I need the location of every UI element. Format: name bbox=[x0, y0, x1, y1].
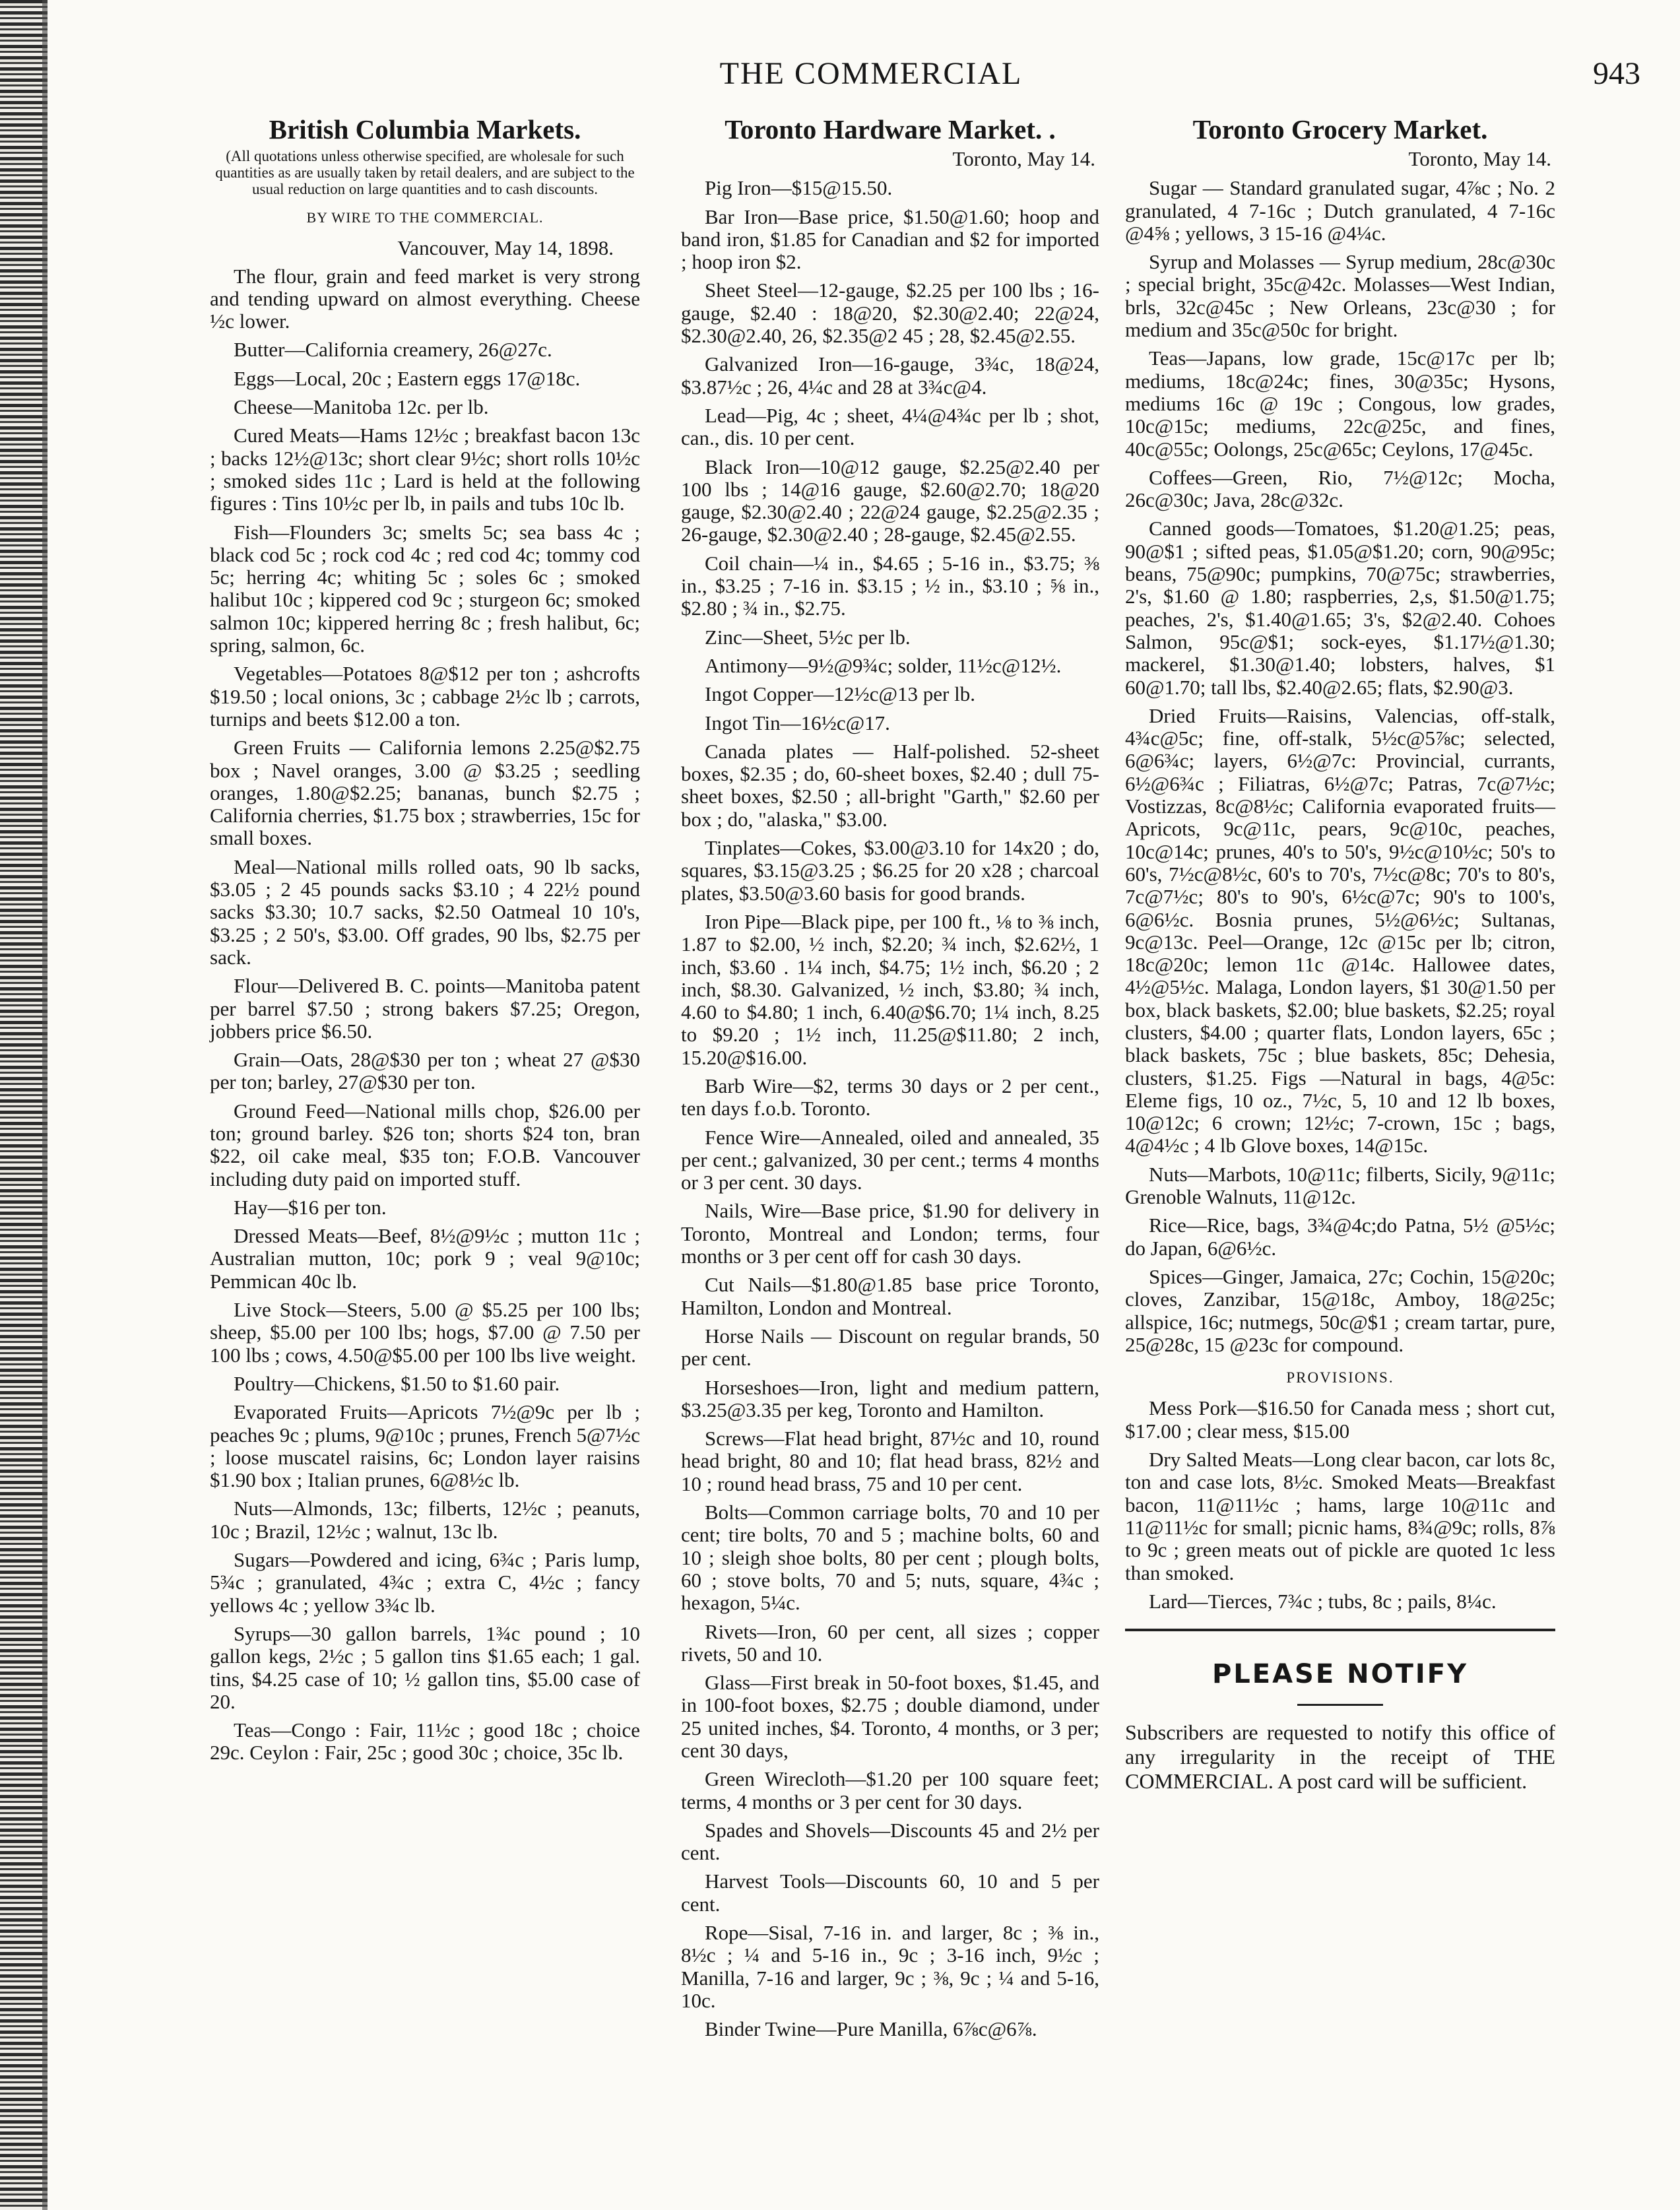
market-paragraph: Vegetables—Potatoes 8@$12 per ton ; ashcrofts $19.50 ; local onions, 3c ; cabbage 2½c lb ; carrots, turnips and beets $12.00 a ton. bbox=[210, 662, 640, 731]
market-paragraphs bbox=[1125, 177, 1555, 1356]
market-paragraph: Coffees—Green, Rio, 7½@12c; Mocha, 26c@30c; Java, 28c@32c. bbox=[1125, 465, 1555, 512]
market-paragraph: Teas—Congo : Fair, 11½c ; good 18c ; choice 29c. Ceylon : Fair, 25c ; good 30c ; choice, 35c lb. bbox=[210, 1718, 640, 1765]
market-paragraph: Cut Nails—$1.80@1.85 base price Toronto, Hamilton, London and Montreal. bbox=[681, 1273, 1099, 1319]
market-paragraph: Cured Meats—Hams 12½c ; breakfast bacon 13c ; backs 12½@13c; short clear 9½c; short rolls 10½c ; smoked sides 11c ; Lard is held at the following figures : Tins 10½c per lb, in pails and tubs 10c lb. bbox=[210, 424, 640, 515]
market-paragraph: Nails, Wire—Base price, $1.90 for delivery in Toronto, Montreal and London; terms, four months or 3 per cent off for cash 30 days. bbox=[681, 1199, 1099, 1268]
page-number: 943 bbox=[1593, 56, 1640, 91]
market-paragraph: Ground Feed—National mills chop, $26.00 per ton; ground barley. $26 ton; shorts $24 ton, bran $22, oil cake meal, $35 ton; F.O.B. Vancouver including duty paid on imported stuff. bbox=[210, 1099, 640, 1190]
divider bbox=[1125, 1629, 1555, 1631]
market-paragraph: Green Fruits — California lemons 2.25@$2.75 box ; Navel oranges, 3.00 @ $3.25 ; seedling oranges, 1.80@$2.25; bananas, bunch $2.75 ; California cherries, $1.75 box ; strawberries, 15c for small boxes. bbox=[210, 736, 640, 850]
market-paragraph: Bar Iron—Base price, $1.50@1.60; hoop and band iron, $1.85 for Canadian and $2 for imported ; hoop iron $2. bbox=[681, 205, 1099, 274]
market-paragraph: Dry Salted Meats—Long clear bacon, car lots 8c, ton and case lots, 8½c. Smoked Meats—Breakfast bacon, 11@11½c ; hams, large 10@11c and 11@11½c for small; picnic hams, 8¾@9c; rolls, 8⅞ to 9c ; green meats out of pickle are quoted 1c less than smoked. bbox=[1125, 1448, 1555, 1584]
market-paragraph: Lard—Tierces, 7¾c ; tubs, 8c ; pails, 8¼c. bbox=[1149, 1589, 1497, 1613]
market-paragraph: Pig Iron—$15@15.50. bbox=[705, 176, 893, 200]
market-paragraph: Evaporated Fruits—Apricots 7½@9c per lb ; peaches 9c ; plums, 9@10c ; prunes, French 5@7½c ; loose muscatel raisins, 6c; London layer raisins $1.90 box ; Italian prunes, 6@8½c lb. bbox=[210, 1400, 640, 1492]
market-paragraph: Black Iron—10@12 gauge, $2.25@2.40 per 100 lbs ; 14@16 gauge, $2.60@2.70; 18@20 gauge, $2.30@2.40 ; 22@24 gauge, $2.25@2.35 ; 26-gauge, $2.30@2.40 ; 28-gauge, $2.45@2.55. bbox=[681, 455, 1099, 546]
market-paragraph: Rope—Sisal, 7-16 in. and larger, 8c ; ⅜ in., 8½c ; ¼ and 5-16 in., 9c ; 3-16 inch, 9½c ; Manilla, 7-16 and larger, 9c ; ⅜, 9c ; ¼ and 5-16, 10c. bbox=[681, 1921, 1099, 2012]
market-paragraph: Spices—Ginger, Jamaica, 27c; Cochin, 15@20c; cloves, Zanzibar, 15@18c, Amboy, 18@25c; allspice, 16c; nutmegs, 50c@$1 ; cream tartar, pure, 25@28c, 15 @23c for compound. bbox=[1125, 1264, 1555, 1356]
market-paragraph: Binder Twine—Pure Manilla, 6⅞c@6⅞. bbox=[705, 2017, 1037, 2041]
provisions-paragraphs bbox=[1125, 1397, 1555, 1613]
dateline: Toronto, May 14. bbox=[952, 147, 1095, 170]
market-paragraph: Canned goods—Tomatoes, $1.20@1.25; peas, 90@$1 ; sifted peas, $1.05@$1.20; corn, 90@95c; beans, 75@90c; pumpkins, 70@75c; strawberries, 2's, $1.60 @ 1.80; raspberries, 2,s, $1.50@1.75; peaches, 2's, $1.40@1.65; 3's, $2@2.40. Cohoes Salmon, 95c@$1; sock-eyes, $1.17½@1.30; mackerel, $1.30@1.40; lobsters, halves, $1 60@1.70; tall lbs, $2.40@2.65; flats, $2.90@3. bbox=[1125, 517, 1555, 699]
binding-edge bbox=[0, 0, 48, 2210]
market-paragraph: Fence Wire—Annealed, oiled and annealed, 35 per cent.; galvanized, 30 per cent.; terms 4 months or 3 per cent. 30 days. bbox=[681, 1125, 1099, 1194]
section-heading: Toronto Grocery Market. bbox=[1192, 114, 1488, 145]
column-british-columbia-markets bbox=[210, 114, 640, 1771]
market-paragraph: Hay—$16 per ton. bbox=[234, 1195, 387, 1219]
market-paragraph: Canada plates — Half-polished. 52-sheet boxes, $2.35 ; do, 60-sheet boxes, $2.40 ; dull 75-sheet boxes, $2.50 ; all-bright "Garth," $2.60 per box ; do, "alaska," $3.00. bbox=[681, 739, 1099, 831]
column-toronto-hardware-market bbox=[681, 114, 1099, 2047]
market-paragraph: Syrups—30 gallon barrels, 1¾c pound ; 10 gallon kegs, 2½c ; 5 gallon tins $1.65 each; 1 gal. tins, $4.25 case of 10; ½ gallon tins, $5.00 case of 20. bbox=[210, 1621, 640, 1713]
market-paragraph: Ingot Tin—16½c@17. bbox=[705, 711, 890, 734]
market-paragraph: Cheese—Manitoba 12c. per lb. bbox=[234, 395, 489, 419]
notify-text: Subscribers are requested to notify this office of any irregularity in the receipt of THE COMMERCIAL. A post card will be sufficient. bbox=[1125, 1720, 1555, 1794]
market-paragraph: Nuts—Marbots, 10@11c; filberts, Sicily, 9@11c; Grenoble Walnuts, 11@12c. bbox=[1125, 1162, 1555, 1209]
section-heading: British Columbia Markets. bbox=[269, 114, 581, 145]
market-paragraph: Horseshoes—Iron, light and medium pattern, $3.25@3.35 per keg, Toronto and Hamilton. bbox=[681, 1375, 1099, 1421]
market-paragraph: Live Stock—Steers, 5.00 @ $5.25 per 100 lbs; sheep, $5.00 per 100 lbs; hogs, $7.00 @ 7.50 per 100 lbs ; cows, 4.50@$5.00 per 100 lbs live weight. bbox=[210, 1298, 640, 1367]
market-paragraph: Iron Pipe—Black pipe, per 100 ft., ⅛ to ⅜ inch, 1.87 to $2.00, ½ inch, $2.20; ¾ inch, $2.62½, 1 inch, $3.60 . 1¼ inch, $4.75; 1½ inch, $6.20 ; 2 inch, $8.30. Galvanized, ½ inch, $3.80; ¾ inch, 4.60 to $4.80; 1 inch, 6.40@$6.70; 1¼ inch, 8.25 to $9.20 ; 1½ inch, 11.25@$11.80; 2 inch, 15.20@$16.00. bbox=[681, 909, 1099, 1069]
quotation-note: (All quotations unless otherwise specified, are wholesale for such quantities as are usually taken by retail dealers, and are subject to the usual reduction on large quantities and to cash discounts. bbox=[215, 148, 635, 197]
market-paragraph: Bolts—Common carriage bolts, 70 and 10 per cent; tire bolts, 70 and 5 ; machine bolts, 60 and 10 ; sleigh shoe bolts, 80 per cent ; plough bolts, 60 ; stove bolts, 70 and 5; nuts, square, 4¾c ; hexagon, 5¼c. bbox=[681, 1501, 1099, 1615]
short-divider bbox=[1297, 1704, 1383, 1706]
market-paragraphs bbox=[681, 177, 1099, 2040]
market-paragraph: Butter—California creamery, 26@27c. bbox=[234, 338, 552, 362]
section-heading: Toronto Hardware Market. . bbox=[725, 114, 1056, 145]
market-paragraph: Syrup and Molasses — Syrup medium, 28c@30c ; special bright, 35c@42c. Molasses—West Indian, brls, 32c@45c ; New Orleans, 23c@30 ; for medium and 35c@50c for bright. bbox=[1125, 250, 1555, 342]
market-paragraph: The flour, grain and feed market is very strong and tending upward on almost everything. Cheese ½c lower. bbox=[210, 264, 640, 333]
market-paragraph: Horse Nails — Discount on regular brands, 50 per cent. bbox=[681, 1324, 1099, 1371]
market-paragraph: Coil chain—¼ in., $4.65 ; 5-16 in., $3.75; ⅜ in., $3.25 ; 7-16 in. $3.15 ; ½ in., $3.10 ; ⅝ in., $2.80 ; ¾ in., $2.75. bbox=[681, 551, 1099, 620]
market-paragraph: Ingot Copper—12½c@13 per lb. bbox=[705, 682, 975, 706]
market-paragraph: Sheet Steel—12-gauge, $2.25 per 100 lbs ; 16-gauge, $2.40 : 18@20, $2.30@2.40; 22@24, $2.30@2.40, 26, $2.35@2 45 ; 28, $2.45@2.55. bbox=[681, 278, 1099, 348]
market-paragraph: Meal—National mills rolled oats, 90 lb sacks, $3.05 ; 2 45 pounds sacks $3.10 ; 4 22½ pound sacks $3.30; 10.7 sacks, $2.50 Oatmeal 10 10's, $3.25 ; 2 50's, $3.00. Off grades, 90 lbs, $2.75 per sack. bbox=[210, 855, 640, 969]
market-paragraph: Barb Wire—$2, terms 30 days or 2 per cent., ten days f.o.b. Toronto. bbox=[681, 1074, 1099, 1121]
market-paragraph: Rice—Rice, bags, 3¾@4c;do Patna, 5½ @5½c; do Japan, 6@6½c. bbox=[1125, 1214, 1555, 1260]
market-paragraph: Antimony—9½@9¾c; solder, 11½c@12½. bbox=[705, 653, 1062, 677]
market-paragraph: Galvanized Iron—16-gauge, 3¾c, 18@24, $3.87½c ; 26, 4¼c and 28 at 3¾c@4. bbox=[681, 352, 1099, 399]
market-paragraph: Eggs—Local, 20c ; Eastern eggs 17@18c. bbox=[234, 366, 581, 390]
market-paragraph: Dried Fruits—Raisins, Valencias, off-stalk, 4¾c@5c; fine, off-stalk, 5½c@5⅞c; selected, 6@6¾c; layers, 6½@7c: Provincial, currants, 6½@6¾c ; Filiatras, 6½@7c; Patras, 7c@7½c; Vostizzas, 8c@8½c; California evaporated fruits—Apricots, 9c@11c, pears, 9c@10c, peaches, 10c@14c; prunes, 40's to 50's, 9½c@10½c; 50's to 60's, 7½c@8½c, 60's to 70's, 7½c@8c; 70's to 80's, 7c@7½c; 80's to 90's, 6½c@7c; 90's to 100's, 6@6½c. Bosnia prunes, 5½@6½c; Sultanas, 9c@13c. Peel—Orange, 12c @15c per lb; citron, 18c@20c; lemon 11c @14c. Hallowee dates, 4½@5½c. Malaga, London layers, $1 30@1.50 per box, black baskets, $2.00; blue baskets, $2.25; royal clusters, $4.00 ; quarter flats, London layers, 65c ; black baskets, 75c ; blue baskets, 85c; Dehesia, clusters, $1.25. Figs —Natural in bags, 4@5c: Eleme figs, 10 oz., 7½c, 5, 10 and 12 lb boxes, 10@12c; 6 crown; 12½c; 7-crown, 15c ; bags, 4@4½c ; 4 lb Glove boxes, 14@15c. bbox=[1125, 703, 1555, 1157]
market-paragraph: Nuts—Almonds, 13c; filberts, 12½c ; peanuts, 10c ; Brazil, 12½c ; walnut, 13c lb. bbox=[210, 1497, 640, 1543]
market-paragraph: Tinplates—Cokes, $3.00@3.10 for 14x20 ; do, squares, $3.15@3.25 ; $6.25 for 20 x28 ; charcoal plates, $3.50@3.60 basis for good brands. bbox=[681, 836, 1099, 905]
market-paragraph: Spades and Shovels—Discounts 45 and 2½ per cent. bbox=[681, 1818, 1099, 1865]
market-paragraphs bbox=[210, 265, 640, 1765]
market-paragraph: Zinc—Sheet, 5½c per lb. bbox=[705, 625, 911, 649]
market-paragraph: Mess Pork—$16.50 for Canada mess ; short cut, $17.00 ; clear mess, $15.00 bbox=[1125, 1396, 1555, 1443]
market-paragraph: Grain—Oats, 28@$30 per ton ; wheat 27 @$30 per ton; barley, 27@$30 per ton. bbox=[210, 1048, 640, 1094]
market-paragraph: Harvest Tools—Discounts 60, 10 and 5 per cent. bbox=[681, 1869, 1099, 1916]
page-title: THE COMMERCIAL bbox=[719, 56, 1023, 91]
market-paragraph: Flour—Delivered B. C. points—Manitoba patent per barrel $7.50 ; strong bakers $7.25; Oregon, jobbers price $6.50. bbox=[210, 974, 640, 1043]
market-paragraph: Fish—Flounders 3c; smelts 5c; sea bass 4c ; black cod 5c ; rock cod 4c ; red cod 4c; tommy cod 5c; herring 4c; whiting 5c ; soles 6c ; smoked halibut 10c ; kippered cod 9c ; sturgeon 6c; smoked salmon 10c; kippered herring 8c ; fresh halibut, 6c; spring, salmon, 6c. bbox=[210, 520, 640, 657]
column-toronto-grocery-market bbox=[1125, 114, 1555, 1794]
market-paragraph: Teas—Japans, low grade, 15c@17c per lb; mediums, 18c@24c; fines, 30@35c; Hysons, mediums 16c @ 19c ; Congous, low grades, 10c@15c; mediums, 22c@25c, and fines, 40c@55c; Oolongs, 25c@65c; Ceylons, 17@45c. bbox=[1125, 346, 1555, 461]
dateline: Toronto, May 14. bbox=[1408, 147, 1551, 170]
market-paragraph: Screws—Flat head bright, 87½c and 10, round head bright, 80 and 10; flat head brass, 82½ and 10 ; round head brass, 75 and 10 per cent. bbox=[681, 1427, 1099, 1495]
market-paragraph: Rivets—Iron, 60 per cent, all sizes ; copper rivets, 50 and 10. bbox=[681, 1619, 1099, 1666]
market-paragraph: Sugars—Powdered and icing, 6¾c ; Paris lump, 5¾c ; granulated, 4¾c ; extra C, 4½c ; fancy yellows 4c ; yellow 3¾c lb. bbox=[210, 1548, 640, 1617]
market-paragraph: Dressed Meats—Beef, 8½@9½c ; mutton 11c ; Australian mutton, 10c; pork 9 ; veal 9@10c; Pemmican 40c lb. bbox=[210, 1224, 640, 1293]
market-paragraph: Poultry—Chickens, $1.50 to $1.60 pair. bbox=[234, 1371, 560, 1395]
page-header bbox=[99, 55, 1643, 102]
market-paragraph: Glass—First break in 50-foot boxes, $1.45, and in 100-foot boxes, $2.75 ; double diamond, under 25 united inches, $4. Toronto, 4 months, or 3 per; cent 30 days, bbox=[681, 1671, 1099, 1762]
notify-heading: PLEASE NOTIFY bbox=[1212, 1659, 1469, 1690]
market-paragraph: Lead—Pig, 4c ; sheet, 4¼@4¾c per lb ; shot, can., dis. 10 per cent. bbox=[681, 403, 1099, 450]
dateline: Vancouver, May 14, 1898. bbox=[397, 236, 614, 260]
provisions-heading: PROVISIONS. bbox=[1286, 1369, 1394, 1386]
market-paragraph: Sugar — Standard granulated sugar, 4⅞c ; No. 2 granulated, 4 7-16c ; Dutch granulated, 4 7-16c @4⅝ ; yellows, 3 15-16 @4¼c. bbox=[1125, 176, 1555, 245]
market-paragraph: Green Wirecloth—$1.20 per 100 square feet; terms, 4 months or 3 per cent for 30 days. bbox=[681, 1767, 1099, 1813]
by-wire-line: BY WIRE TO THE COMMERCIAL. bbox=[306, 209, 544, 226]
